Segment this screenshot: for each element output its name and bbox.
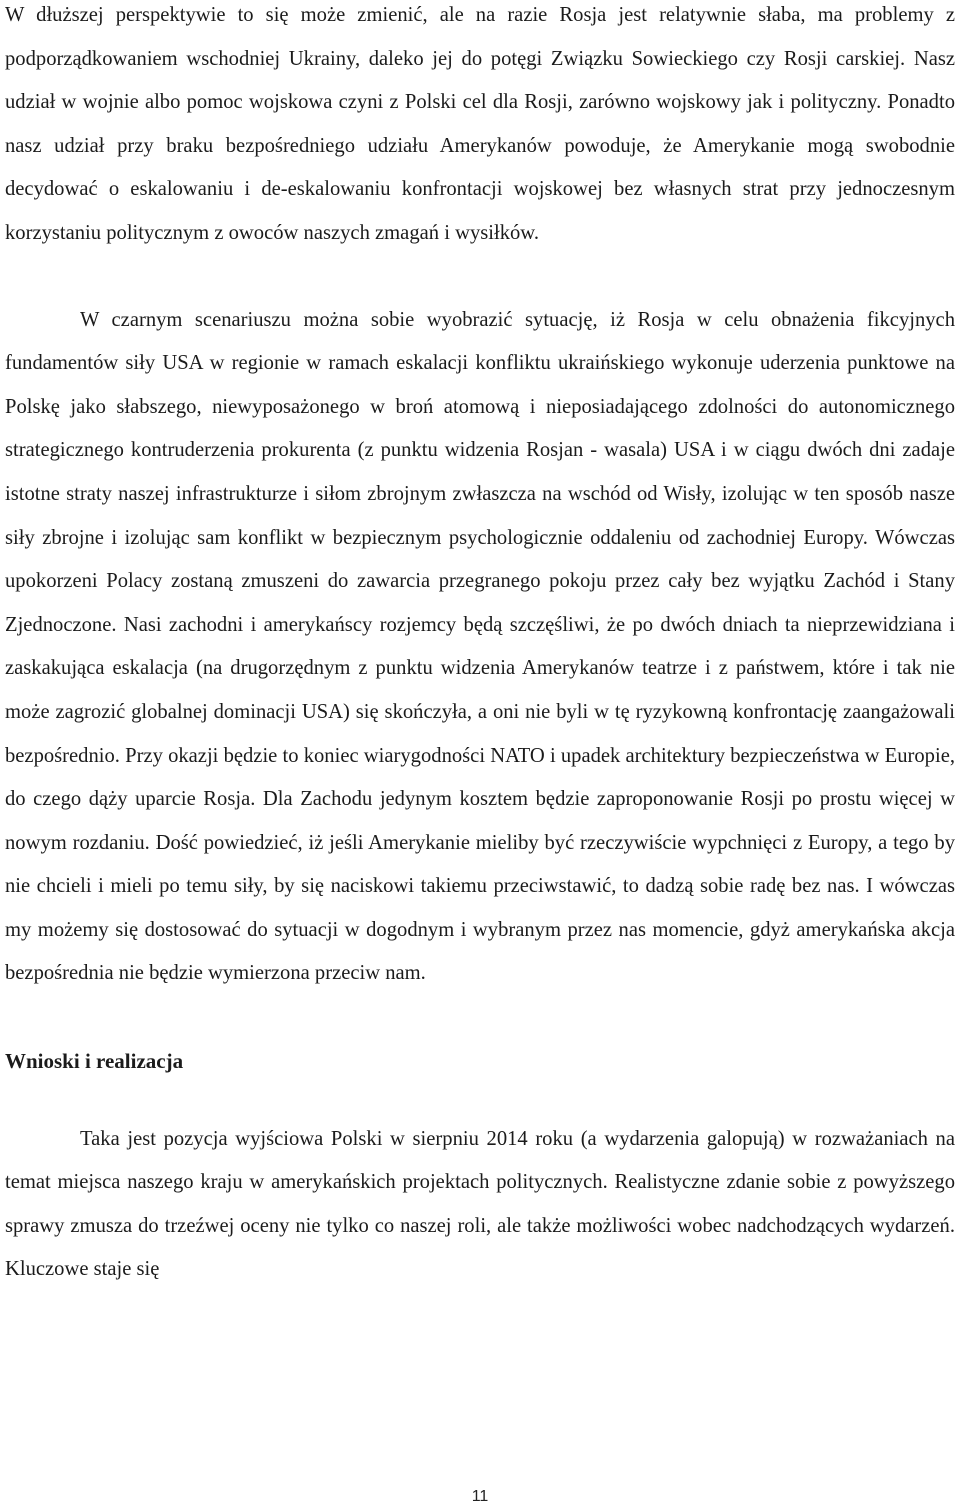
document-body: [5, 0, 955, 1292]
page-number: 11: [471, 1488, 489, 1505]
paragraph-black-scenario: W czarnym scenariuszu można sobie wyobrazić sytuację, iż Rosja w celu obnażenia fikcyjnych fundamentów siły USA w regionie w ramach eskalacji konfliktu ukraińskiego wykonuje uderzenia punktowe na Polskę jako słabszego, niewyposażonego w broń atomową i nieposiadającego zdolności do autonomicznego strategicznego kontruderzenia prokurenta (z punktu widzenia Rosjan - wasala) USA i w ciągu dwóch dni zadaje istotne straty naszej infrastrukturze i siłom zbrojnym zwłaszcza na wschód od Wisły, izolując w ten sposób nasze siły zbrojne i izolując sam konflikt w bezpiecznym psychologicznie oddaleniu od zachodniej Europy. Wówczas upokorzeni Polacy zostaną zmuszeni do zawarcia przegranego pokoju przez cały bez wyjątku Zachód i Stany Zjednoczone. Nasi zachodni i amerykańscy rozjemcy będą szczęśliwi, że po dwóch dniach ta nieprzewidziana i zaskakująca eskalacja (na drugorzędnym z punktu widzenia Amerykanów teatrze i z państwem, które i tak nie może zagrozić globalnej dominacji USA) się skończyła, a oni nie byli w tę ryzykowną konfrontację zaangażowali bezpośrednio. Przy okazji będzie to koniec wiarygodności NATO i upadek architektury bezpieczeństwa w Europie, do czego dąży uparcie Rosja. Dla Zachodu jedynym kosztem będzie zaproponowanie Rosji po prostu więcej w nowym rozdaniu. Dość powiedzieć, iż jeśli Amerykanie mieliby być rzeczywiście wypchnięci z Europy, a tego by nie chcieli i mieli po temu siły, by się naciskowi takiemu przeciwstawić, to dadzą sobie radę bez nas. I wówczas my możemy się dostosować do sytuacji w dogodnym i wybranym przez nas momencie, gdyż amerykańska akcja bezpośrednia nie będzie wymierzona przeciw nam.: [5, 308, 955, 985]
paragraph-continued: W dłuższej perspektywie to się może zmienić, ale na razie Rosja jest relatywnie słaba, ma problemy z podporządkowaniem wschodniej Ukrainy, daleko jej do potęgi Związku Sowieckiego czy Rosji carskiej. Nasz udział w wojnie albo pomoc wojskowa czyni z Polski cel dla Rosji, zarówno wojskowy jak i polityczny. Ponadto nasz udział przy braku bezpośredniego udziału Amerykanów powoduje, że Amerykanie mogą swobodnie decydować o eskalowaniu i de-eskalowaniu konfrontacji wojskowej bez własnych strat przy jednoczesnym korzystaniu politycznym z owoców naszych zmagań i wysiłków.: [5, 4, 955, 244]
paragraph-conclusions: Taka jest pozycja wyjściowa Polski w sierpniu 2014 roku (a wydarzenia galopują) w rozważaniach na temat miejsca naszego kraju w amerykańskich projektach politycznych. Realistyczne zdanie sobie z powyższego sprawy zmusza do trzeźwej oceny nie tylko co naszej roli, ale także możliwości wobec nadchodzących wydarzeń. Kluczowe staje się: [5, 1127, 955, 1281]
section-heading: Wnioski i realizacja: [5, 1049, 184, 1074]
